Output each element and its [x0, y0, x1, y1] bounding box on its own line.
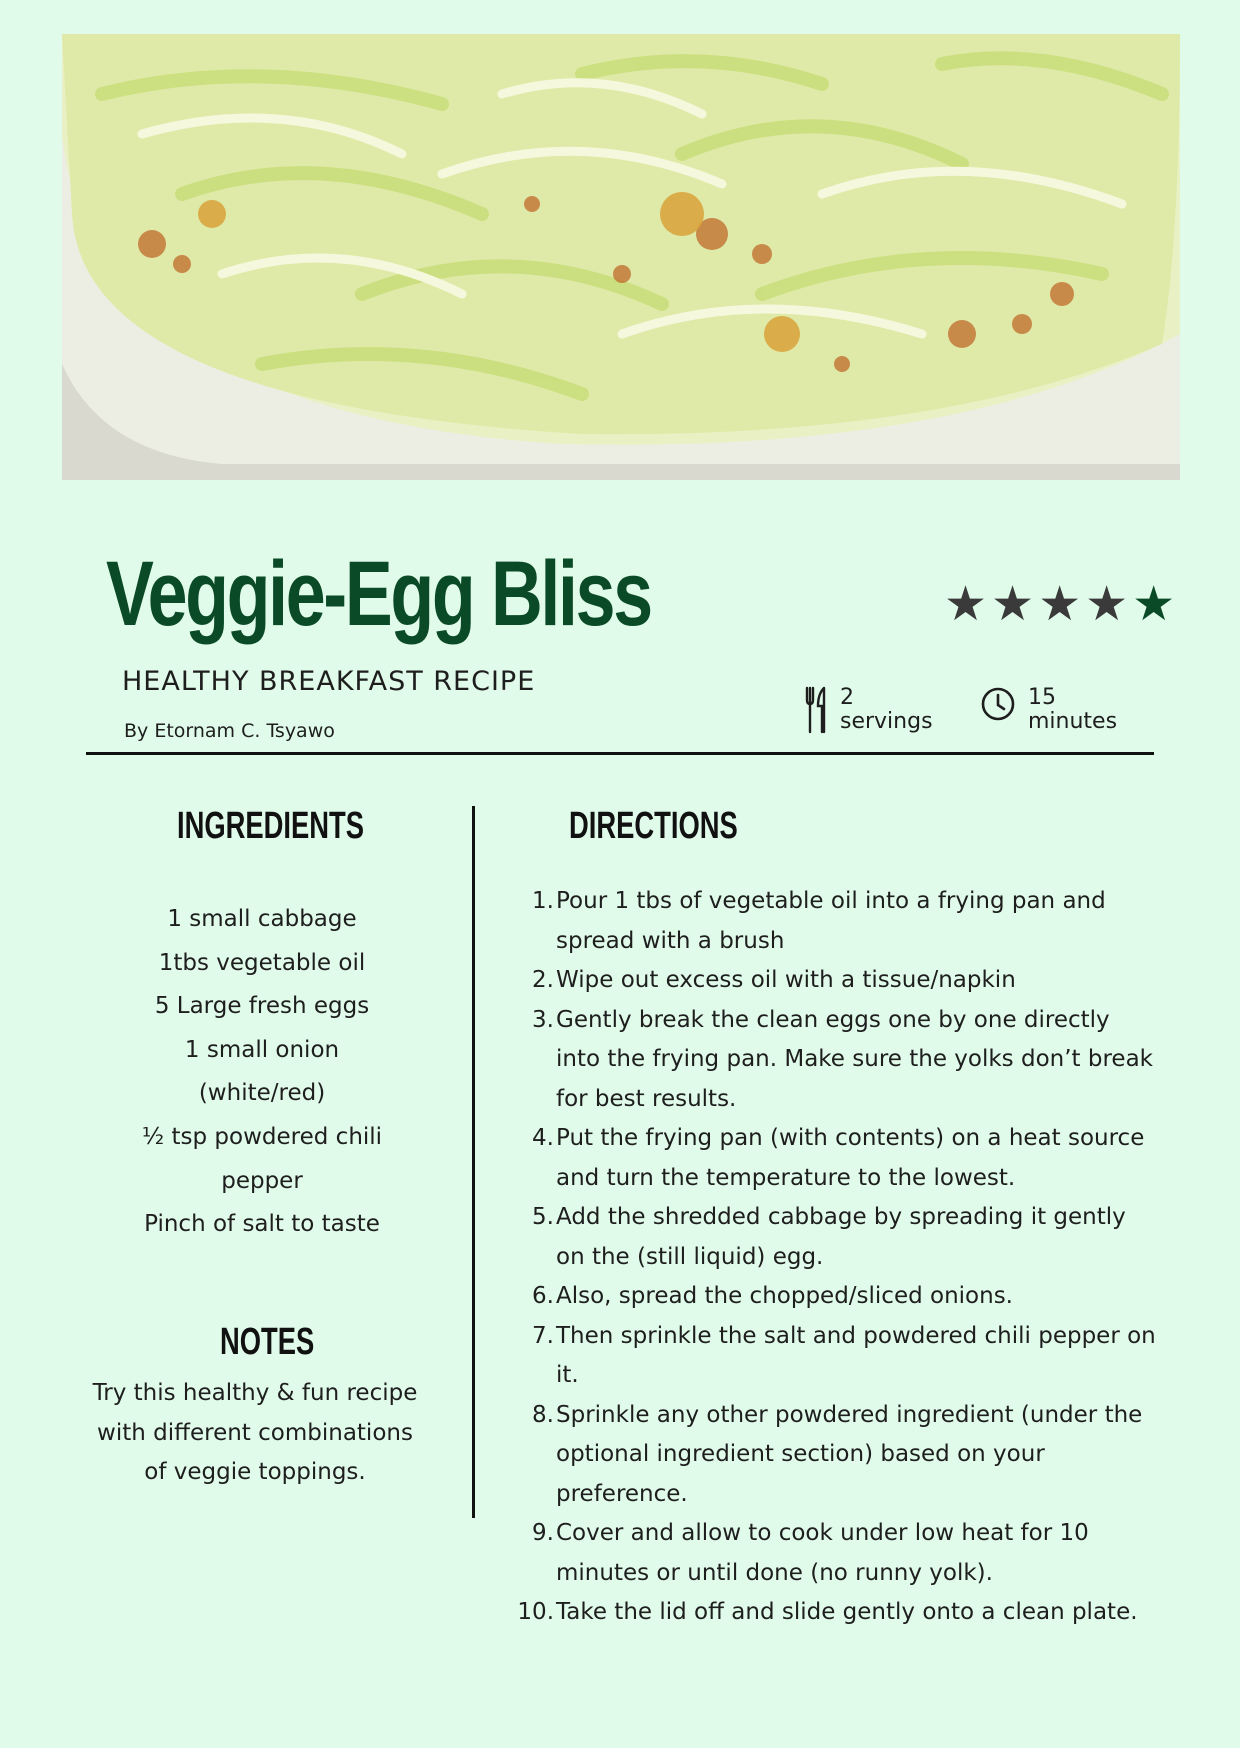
- direction-step: [518, 1396, 1158, 1515]
- step-number: 5.: [532, 1204, 554, 1230]
- star-icon: ★: [991, 576, 1035, 632]
- omelette-illustration: [62, 34, 1180, 480]
- hero-photo: [62, 34, 1180, 480]
- ingredients-list: [100, 898, 424, 1247]
- time-label: minutes: [1028, 709, 1118, 734]
- step-number: 4.: [532, 1125, 554, 1151]
- step-text: Take the lid off and slide gently onto a clean plate.: [556, 1599, 1138, 1625]
- step-text: Put the frying pan (with contents) on a heat source and turn the temperature to the lowest.: [556, 1125, 1145, 1191]
- ingredient-item: Pinch of salt to taste: [144, 1211, 380, 1238]
- step-number: 1.: [532, 888, 554, 914]
- step-number: 3.: [532, 1006, 554, 1033]
- direction-step: [518, 882, 1158, 961]
- star-icon: ★: [1132, 576, 1176, 632]
- step-text: Add the shredded cabbage by spreading it gently on the (still liquid) egg.: [556, 1204, 1126, 1270]
- notes-heading: NOTES: [220, 1321, 315, 1363]
- column-divider: [472, 806, 475, 1518]
- step-text: Wipe out excess oil with a tissue/napkin: [556, 967, 1016, 993]
- step-text: Cover and allow to cook under low heat for 10 minutes or until done (no runny yolk).: [556, 1520, 1089, 1586]
- step-text: Gently break the clean eggs one by one directly into the frying pan. Make sure the yolks don’t break for best results.: [556, 1006, 1153, 1112]
- step-number: 7.: [532, 1322, 554, 1349]
- star-icon: ★: [1038, 576, 1082, 632]
- direction-step: [518, 961, 1158, 1001]
- directions-heading: DIRECTIONS: [569, 805, 738, 847]
- direction-step: [518, 1198, 1158, 1277]
- direction-step: [518, 1593, 1158, 1633]
- step-number: 10.: [517, 1599, 554, 1625]
- servings-number: 2: [840, 685, 854, 710]
- ingredient-item: ½ tsp powdered chili: [141, 1123, 383, 1150]
- direction-step: [518, 1277, 1158, 1317]
- time-number: 15: [1028, 685, 1056, 710]
- servings-label: servings: [840, 709, 933, 734]
- servings-info: [804, 686, 933, 734]
- step-number: 8.: [532, 1401, 554, 1428]
- step-text: Then sprinkle the salt and powdered chili pepper on it.: [556, 1322, 1156, 1388]
- direction-step: [518, 1119, 1158, 1198]
- ingredients-heading: INGREDIENTS: [177, 805, 364, 847]
- step-text: Pour 1 tbs of vegetable oil into a frying pan and spread with a brush: [556, 888, 1106, 954]
- direction-step: [518, 1317, 1158, 1396]
- direction-step: [518, 1514, 1158, 1593]
- ingredient-item: 1 small cabbage: [167, 906, 357, 932]
- step-text: Sprinkle any other powdered ingredient (under the optional ingredient section) based on your preference.: [556, 1401, 1143, 1507]
- recipe-subtitle: HEALTHY BREAKFAST RECIPE: [122, 666, 536, 697]
- ingredient-item: 5 Large fresh eggs: [154, 993, 370, 1020]
- star-icon: ★: [944, 576, 988, 632]
- fork-knife-icon: [804, 686, 828, 734]
- step-text: Also, spread the chopped/sliced onions.: [556, 1283, 1013, 1309]
- ingredient-item: 1 small onion: [184, 1036, 340, 1063]
- step-number: 6.: [532, 1283, 554, 1309]
- ingredient-item: (white/red): [198, 1080, 326, 1107]
- ingredient-item: pepper: [221, 1167, 303, 1194]
- rating-stars: [944, 576, 1176, 632]
- clock-icon: [980, 686, 1016, 722]
- recipe-author: By Etornam C. Tsyawo: [124, 720, 335, 742]
- direction-step: [518, 1001, 1158, 1120]
- time-info: [980, 686, 1117, 734]
- notes-text: Try this healthy & fun recipe with different combinations of veggie toppings.: [92, 1380, 418, 1485]
- recipe-title: Veggie-Egg Bliss: [106, 543, 651, 645]
- step-number: 9.: [532, 1520, 554, 1546]
- ingredient-item: 1tbs vegetable oil: [158, 949, 366, 976]
- step-number: 2.: [532, 967, 554, 993]
- header-divider: [86, 752, 1154, 755]
- directions-list: [518, 882, 1158, 1633]
- star-icon: ★: [1085, 576, 1129, 632]
